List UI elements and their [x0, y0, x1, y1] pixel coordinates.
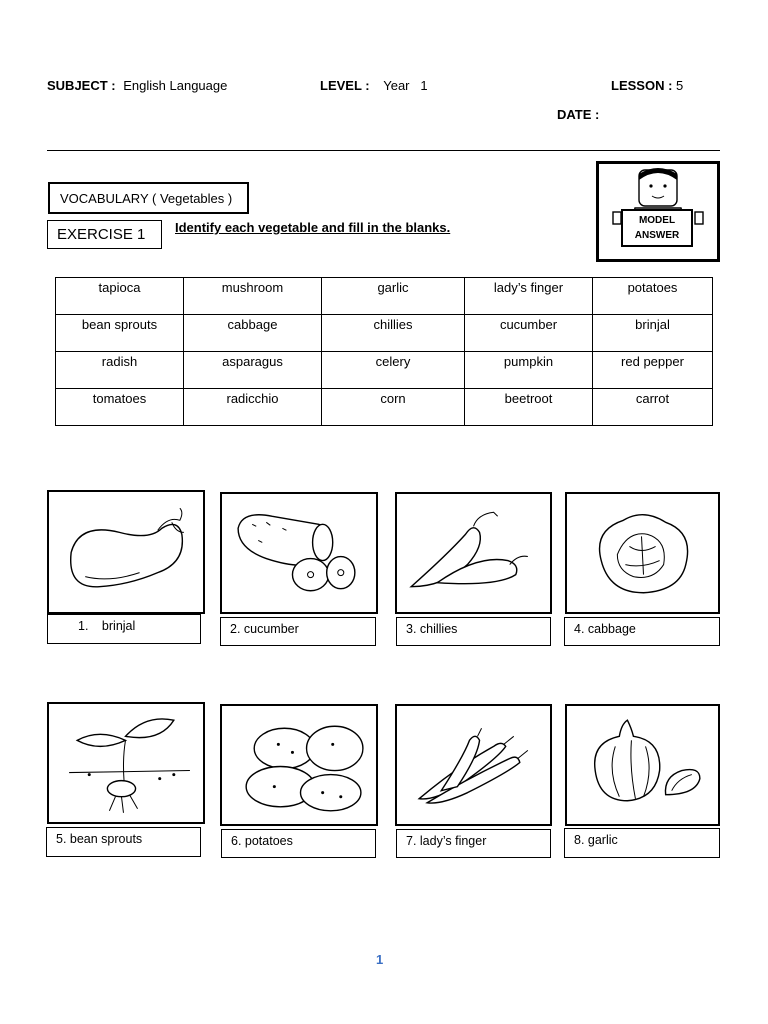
answer-4: 4. cabbage	[564, 617, 720, 646]
answer-7: 7. lady’s finger	[396, 829, 551, 858]
bean-sprout-picture	[47, 702, 205, 824]
table-row	[56, 315, 713, 352]
answer-6: 6. potatoes	[221, 829, 376, 858]
vocabulary-table	[55, 277, 713, 426]
date-line	[557, 107, 599, 122]
potatoes-picture	[220, 704, 378, 826]
table-cell: asparagus	[184, 352, 322, 389]
answer-1-number: 1.	[78, 619, 89, 633]
table-cell: radish	[56, 352, 184, 389]
table-row	[56, 352, 713, 389]
level-label: LEVEL :	[320, 78, 370, 93]
cabbage-drawing	[567, 494, 718, 612]
table-cell: beetroot	[465, 389, 593, 426]
brinjal-picture	[47, 490, 205, 614]
chillies-picture	[395, 492, 552, 614]
instruction: Identify each vegetable and fill in the blanks.	[175, 220, 451, 235]
level-line	[320, 78, 428, 93]
cucumber-drawing	[222, 494, 376, 612]
table-cell: celery	[322, 352, 465, 389]
potatoes-drawing	[222, 706, 376, 824]
table-cell: radicchio	[184, 389, 322, 426]
lesson-value: 5	[676, 78, 684, 93]
subject-line	[47, 78, 227, 93]
model-answer-sign	[621, 209, 693, 247]
answer-2: 2. cucumber	[220, 617, 376, 646]
level-value: Year 1	[383, 78, 428, 93]
table-row	[56, 278, 713, 315]
header-divider	[47, 150, 720, 151]
model-answer-badge	[596, 161, 720, 262]
model-answer-line1: MODEL	[638, 215, 676, 226]
subject-value: English Language	[123, 78, 228, 93]
table-cell: garlic	[322, 278, 465, 315]
bean-sprout-drawing	[49, 704, 203, 822]
model-answer-line2: ANSWER	[634, 230, 680, 241]
answer-1-word: brinjal	[101, 619, 136, 633]
table-cell: pumpkin	[465, 352, 593, 389]
lesson-label: LESSON :	[611, 78, 673, 93]
lesson-line	[611, 78, 683, 93]
table-cell: cucumber	[465, 315, 593, 352]
answer-1	[47, 614, 201, 644]
cucumber-picture	[220, 492, 378, 614]
table-cell: tomatoes	[56, 389, 184, 426]
table-cell: carrot	[593, 389, 713, 426]
table-cell: lady’s finger	[465, 278, 593, 315]
table-cell: cabbage	[184, 315, 322, 352]
table-cell: tapioca	[56, 278, 184, 315]
brinjal-drawing	[49, 492, 203, 612]
answer-3: 3. chillies	[396, 617, 551, 646]
cabbage-picture	[565, 492, 720, 614]
table-cell: red pepper	[593, 352, 713, 389]
table-cell: mushroom	[184, 278, 322, 315]
garlic-picture	[565, 704, 720, 826]
answer-5: 5. bean sprouts	[46, 827, 201, 857]
page-number: 1	[376, 952, 384, 967]
table-cell: chillies	[322, 315, 465, 352]
table-row	[56, 389, 713, 426]
exercise-label: EXERCISE 1	[47, 220, 162, 249]
chillies-drawing	[397, 494, 550, 612]
ladys-finger-picture	[395, 704, 552, 826]
ladys-finger-drawing	[397, 706, 550, 824]
garlic-drawing	[567, 706, 718, 824]
table-cell: brinjal	[593, 315, 713, 352]
answer-8: 8. garlic	[564, 828, 720, 858]
table-cell: potatoes	[593, 278, 713, 315]
table-cell: bean sprouts	[56, 315, 184, 352]
table-cell: corn	[322, 389, 465, 426]
subject-label: SUBJECT :	[47, 78, 116, 93]
vocabulary-title: VOCABULARY ( Vegetables )	[48, 182, 249, 214]
date-label: DATE :	[557, 107, 600, 122]
